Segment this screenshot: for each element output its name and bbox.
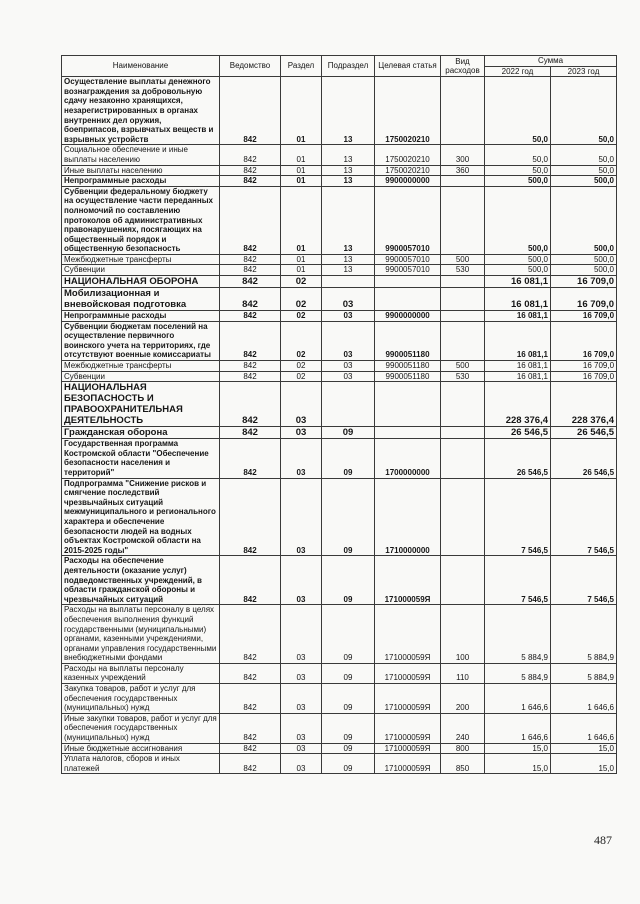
row-celevaya-statya: 9900000000	[375, 311, 441, 322]
row-podrazdel: 13	[322, 265, 375, 276]
row-sum-2023: 26 546,5	[551, 439, 617, 478]
row-name: Иные бюджетные ассигнования	[62, 743, 220, 754]
row-razdel: 02	[281, 288, 322, 311]
row-podrazdel: 13	[322, 254, 375, 265]
row-razdel: 01	[281, 77, 322, 145]
row-vid-raskhodov: 530	[441, 265, 485, 276]
row-name: Государственная программа Костромской области "Обеспечение безопасности населения и территорий"	[62, 439, 220, 478]
row-sum-2023: 5 884,9	[551, 663, 617, 683]
row-sum-2022: 7 546,5	[485, 556, 551, 605]
row-sum-2023: 16 709,0	[551, 288, 617, 311]
row-name: Расходы на выплаты персоналу казенных учреждений	[62, 663, 220, 683]
row-razdel: 02	[281, 361, 322, 372]
row-vedomstvo: 842	[220, 361, 281, 372]
row-sum-2022: 50,0	[485, 145, 551, 165]
row-sum-2022: 500,0	[485, 254, 551, 265]
row-podrazdel: 09	[322, 556, 375, 605]
row-razdel: 03	[281, 713, 322, 743]
row-podrazdel: 13	[322, 165, 375, 176]
row-razdel: 03	[281, 663, 322, 683]
row-sum-2022: 16 081,1	[485, 288, 551, 311]
table-row	[62, 754, 617, 774]
row-sum-2023: 26 546,5	[551, 427, 617, 439]
row-razdel: 03	[281, 427, 322, 439]
row-name: Субвенции федеральному бюджету на осуществление части переданных полномочий по составлению протоколов об административных правонарушениях, посягающих на общественный порядок и общественную безопасность	[62, 186, 220, 254]
row-name: Мобилизационная и вневойсковая подготовка	[62, 288, 220, 311]
row-razdel: 03	[281, 754, 322, 774]
row-celevaya-statya: 1750020210	[375, 77, 441, 145]
row-razdel: 01	[281, 145, 322, 165]
row-name: НАЦИОНАЛЬНАЯ БЕЗОПАСНОСТЬ И ПРАВООХРАНИТЕЛЬНАЯ ДЕЯТЕЛЬНОСТЬ	[62, 382, 220, 427]
row-vedomstvo: 842	[220, 276, 281, 288]
table-row	[62, 439, 617, 478]
row-vedomstvo: 842	[220, 77, 281, 145]
row-podrazdel: 09	[322, 663, 375, 683]
row-celevaya-statya: 9900051180	[375, 361, 441, 372]
table-row	[62, 684, 617, 714]
row-name: Гражданская оборона	[62, 427, 220, 439]
row-vedomstvo: 842	[220, 478, 281, 556]
row-vid-raskhodov	[441, 321, 485, 360]
row-sum-2022: 16 081,1	[485, 371, 551, 382]
row-celevaya-statya: 171000059Я	[375, 713, 441, 743]
row-celevaya-statya: 171000059Я	[375, 754, 441, 774]
row-vid-raskhodov	[441, 382, 485, 427]
row-razdel: 02	[281, 311, 322, 322]
row-vedomstvo: 842	[220, 556, 281, 605]
row-vid-raskhodov: 100	[441, 605, 485, 664]
row-vid-raskhodov	[441, 478, 485, 556]
row-name: Расходы на обеспечение деятельности (оказание услуг) подведомственных учреждений, в области гражданской обороны и чрезвычайных ситуаций	[62, 556, 220, 605]
row-celevaya-statya	[375, 382, 441, 427]
table-row	[62, 165, 617, 176]
row-sum-2023: 50,0	[551, 145, 617, 165]
table-row	[62, 743, 617, 754]
row-razdel: 02	[281, 321, 322, 360]
row-razdel: 01	[281, 254, 322, 265]
row-celevaya-statya	[375, 276, 441, 288]
row-sum-2022: 16 081,1	[485, 361, 551, 372]
row-vedomstvo: 842	[220, 743, 281, 754]
row-vid-raskhodov: 360	[441, 165, 485, 176]
row-name: Иные закупки товаров, работ и услуг для обеспечения государственных (муниципальных) нужд	[62, 713, 220, 743]
row-podrazdel: 09	[322, 439, 375, 478]
row-vedomstvo: 842	[220, 684, 281, 714]
row-sum-2022: 5 884,9	[485, 663, 551, 683]
row-sum-2022: 1 646,6	[485, 684, 551, 714]
table-row	[62, 145, 617, 165]
row-sum-2022: 7 546,5	[485, 478, 551, 556]
row-sum-2023: 5 884,9	[551, 605, 617, 664]
header-razdel: Раздел	[281, 56, 322, 77]
row-sum-2023: 228 376,4	[551, 382, 617, 427]
row-vedomstvo: 842	[220, 186, 281, 254]
header-podrazdel: Подраздел	[322, 56, 375, 77]
row-vid-raskhodov	[441, 439, 485, 478]
row-celevaya-statya: 9900057010	[375, 265, 441, 276]
row-vedomstvo: 842	[220, 371, 281, 382]
row-celevaya-statya: 1710000000	[375, 478, 441, 556]
row-vedomstvo: 842	[220, 145, 281, 165]
row-sum-2022: 26 546,5	[485, 439, 551, 478]
row-sum-2023: 15,0	[551, 743, 617, 754]
row-sum-2023: 16 709,0	[551, 321, 617, 360]
row-celevaya-statya	[375, 288, 441, 311]
row-sum-2022: 500,0	[485, 176, 551, 187]
row-celevaya-statya: 9900051180	[375, 321, 441, 360]
row-sum-2022: 15,0	[485, 743, 551, 754]
table-row	[62, 254, 617, 265]
row-celevaya-statya: 9900000000	[375, 176, 441, 187]
row-razdel: 03	[281, 556, 322, 605]
row-celevaya-statya: 171000059Я	[375, 743, 441, 754]
row-sum-2023: 500,0	[551, 265, 617, 276]
row-vid-raskhodov	[441, 288, 485, 311]
header-summa: Сумма	[485, 56, 617, 67]
row-vedomstvo: 842	[220, 427, 281, 439]
row-podrazdel: 03	[322, 311, 375, 322]
row-vid-raskhodov: 200	[441, 684, 485, 714]
row-sum-2023: 7 546,5	[551, 478, 617, 556]
row-name: Осуществление выплаты денежного вознаграждения за добровольную сдачу незаконно хранящихся, незарегистрированных в органах внутренних дел оружия, боеприпасов, взрывчатых веществ и взрывных устройств	[62, 77, 220, 145]
row-vedomstvo: 842	[220, 265, 281, 276]
table-row	[62, 276, 617, 288]
row-sum-2023: 500,0	[551, 176, 617, 187]
table-row	[62, 371, 617, 382]
row-razdel: 03	[281, 382, 322, 427]
row-podrazdel: 03	[322, 361, 375, 372]
row-sum-2022: 228 376,4	[485, 382, 551, 427]
row-vid-raskhodov	[441, 427, 485, 439]
row-razdel: 02	[281, 276, 322, 288]
table-row	[62, 556, 617, 605]
row-podrazdel	[322, 276, 375, 288]
row-celevaya-statya: 171000059Я	[375, 605, 441, 664]
row-vedomstvo: 842	[220, 311, 281, 322]
row-sum-2023: 16 709,0	[551, 276, 617, 288]
row-sum-2023: 500,0	[551, 186, 617, 254]
row-name: Закупка товаров, работ и услуг для обеспечения государственных (муниципальных) нужд	[62, 684, 220, 714]
row-celevaya-statya: 1750020210	[375, 145, 441, 165]
row-razdel: 01	[281, 165, 322, 176]
row-vid-raskhodov	[441, 77, 485, 145]
row-vid-raskhodov	[441, 311, 485, 322]
table-row	[62, 311, 617, 322]
row-vid-raskhodov: 850	[441, 754, 485, 774]
row-razdel: 01	[281, 176, 322, 187]
table-body	[62, 77, 617, 774]
row-vid-raskhodov: 800	[441, 743, 485, 754]
page-number: 487	[594, 833, 612, 847]
row-vedomstvo: 842	[220, 176, 281, 187]
row-podrazdel: 03	[322, 321, 375, 360]
table-row	[62, 663, 617, 683]
row-vid-raskhodov	[441, 556, 485, 605]
row-sum-2022: 26 546,5	[485, 427, 551, 439]
table-row	[62, 478, 617, 556]
row-sum-2023: 16 709,0	[551, 371, 617, 382]
header-name: Наименование	[62, 56, 220, 77]
header-vedomstvo: Ведомство	[220, 56, 281, 77]
row-sum-2022: 500,0	[485, 186, 551, 254]
row-sum-2023: 7 546,5	[551, 556, 617, 605]
row-podrazdel: 13	[322, 77, 375, 145]
header-year-2023: 2023 год	[551, 66, 617, 77]
row-celevaya-statya: 1750020210	[375, 165, 441, 176]
row-podrazdel: 13	[322, 176, 375, 187]
row-name: Подпрограмма "Снижение рисков и смягчение последствий чрезвычайных ситуаций межмуниципального и регионального характера и обеспечение безопасности людей на водных объектах Костромской области на 2015-2025 годы"	[62, 478, 220, 556]
row-name: Социальное обеспечение и иные выплаты населению	[62, 145, 220, 165]
row-celevaya-statya: 1700000000	[375, 439, 441, 478]
table-row	[62, 361, 617, 372]
row-name: Непрограммные расходы	[62, 176, 220, 187]
row-podrazdel: 13	[322, 186, 375, 254]
row-vedomstvo: 842	[220, 713, 281, 743]
row-podrazdel: 09	[322, 743, 375, 754]
header-vid-raskhodov: Вид расходов	[441, 56, 485, 77]
row-vedomstvo: 842	[220, 754, 281, 774]
row-podrazdel: 09	[322, 684, 375, 714]
row-podrazdel: 09	[322, 427, 375, 439]
row-vid-raskhodov: 500	[441, 254, 485, 265]
table-row	[62, 265, 617, 276]
row-name: Иные выплаты населению	[62, 165, 220, 176]
row-celevaya-statya: 9900057010	[375, 186, 441, 254]
row-vid-raskhodov	[441, 276, 485, 288]
row-vedomstvo: 842	[220, 663, 281, 683]
row-name: Субвенции	[62, 371, 220, 382]
row-sum-2022: 50,0	[485, 77, 551, 145]
row-podrazdel: 03	[322, 371, 375, 382]
row-sum-2023: 16 709,0	[551, 311, 617, 322]
table-row	[62, 176, 617, 187]
row-podrazdel: 09	[322, 478, 375, 556]
table-row	[62, 382, 617, 427]
row-razdel: 03	[281, 684, 322, 714]
row-sum-2022: 500,0	[485, 265, 551, 276]
row-sum-2022: 5 884,9	[485, 605, 551, 664]
row-razdel: 03	[281, 743, 322, 754]
row-sum-2023: 500,0	[551, 254, 617, 265]
row-sum-2022: 16 081,1	[485, 321, 551, 360]
row-podrazdel: 13	[322, 145, 375, 165]
row-name: НАЦИОНАЛЬНАЯ ОБОРОНА	[62, 276, 220, 288]
row-sum-2023: 16 709,0	[551, 361, 617, 372]
row-vid-raskhodov: 500	[441, 361, 485, 372]
row-sum-2023: 1 646,6	[551, 713, 617, 743]
row-celevaya-statya: 9900057010	[375, 254, 441, 265]
row-podrazdel: 09	[322, 713, 375, 743]
table-row	[62, 605, 617, 664]
row-celevaya-statya: 171000059Я	[375, 556, 441, 605]
row-vedomstvo: 842	[220, 605, 281, 664]
row-razdel: 01	[281, 265, 322, 276]
row-sum-2023: 50,0	[551, 165, 617, 176]
row-razdel: 03	[281, 478, 322, 556]
row-sum-2022: 15,0	[485, 754, 551, 774]
row-vedomstvo: 842	[220, 254, 281, 265]
row-razdel: 01	[281, 186, 322, 254]
row-razdel: 02	[281, 371, 322, 382]
header-celevaya-statya: Целевая статья	[375, 56, 441, 77]
row-celevaya-statya: 171000059Я	[375, 684, 441, 714]
row-sum-2023: 50,0	[551, 77, 617, 145]
row-name: Субвенции	[62, 265, 220, 276]
row-razdel: 03	[281, 439, 322, 478]
row-sum-2023: 1 646,6	[551, 684, 617, 714]
row-sum-2023: 15,0	[551, 754, 617, 774]
row-vedomstvo: 842	[220, 165, 281, 176]
row-name: Межбюджетные трансферты	[62, 254, 220, 265]
row-vedomstvo: 842	[220, 321, 281, 360]
row-vid-raskhodov: 530	[441, 371, 485, 382]
row-vid-raskhodov: 300	[441, 145, 485, 165]
table-row	[62, 321, 617, 360]
header-year-2022: 2022 год	[485, 66, 551, 77]
row-sum-2022: 1 646,6	[485, 713, 551, 743]
table-row	[62, 713, 617, 743]
row-podrazdel: 09	[322, 754, 375, 774]
row-celevaya-statya	[375, 427, 441, 439]
row-name: Уплата налогов, сборов и иных платежей	[62, 754, 220, 774]
row-sum-2022: 16 081,1	[485, 311, 551, 322]
row-celevaya-statya: 9900051180	[375, 371, 441, 382]
row-celevaya-statya: 171000059Я	[375, 663, 441, 683]
row-name: Непрограммные расходы	[62, 311, 220, 322]
table-row	[62, 427, 617, 439]
row-podrazdel: 03	[322, 288, 375, 311]
row-razdel: 03	[281, 605, 322, 664]
row-vedomstvo: 842	[220, 382, 281, 427]
row-vedomstvo: 842	[220, 288, 281, 311]
row-vid-raskhodov: 240	[441, 713, 485, 743]
row-vid-raskhodov	[441, 176, 485, 187]
row-vid-raskhodov: 110	[441, 663, 485, 683]
row-sum-2022: 50,0	[485, 165, 551, 176]
budget-table	[61, 55, 617, 774]
table-row	[62, 186, 617, 254]
row-podrazdel	[322, 382, 375, 427]
row-name: Расходы на выплаты персоналу в целях обеспечения выполнения функций государственными (муниципальными) органами, казенными учреждениями, органами управления государственными внебюджетными фондами	[62, 605, 220, 664]
row-name: Межбюджетные трансферты	[62, 361, 220, 372]
row-podrazdel: 09	[322, 605, 375, 664]
table-row	[62, 288, 617, 311]
table-row	[62, 77, 617, 145]
row-sum-2022: 16 081,1	[485, 276, 551, 288]
row-name: Субвенции бюджетам поселений на осуществление первичного воинского учета на территориях, где отсутствуют военные комиссариаты	[62, 321, 220, 360]
row-vedomstvo: 842	[220, 439, 281, 478]
row-vid-raskhodov	[441, 186, 485, 254]
